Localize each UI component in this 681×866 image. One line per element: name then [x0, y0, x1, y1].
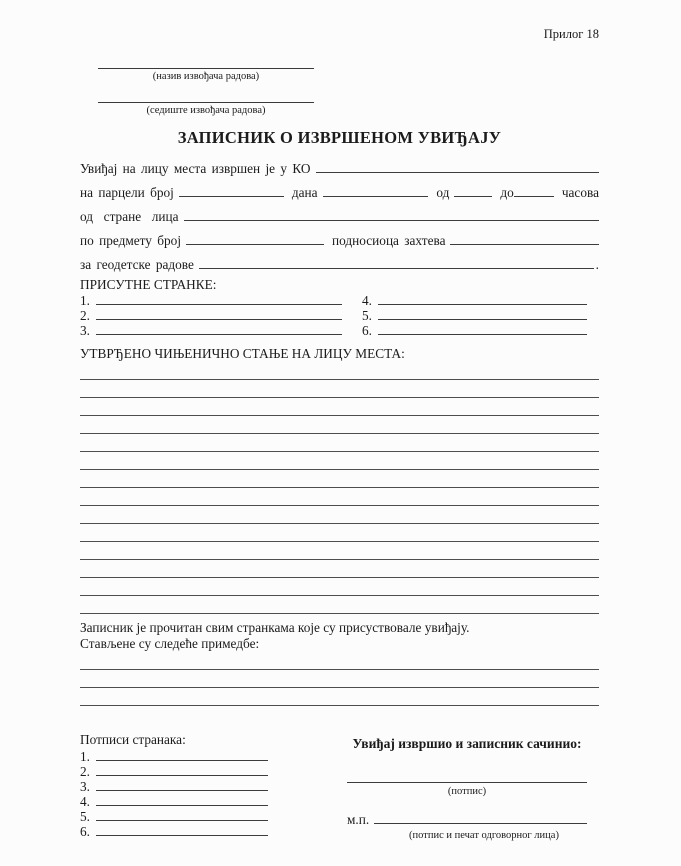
ruled-line	[80, 506, 599, 524]
party-signatures-heading: Потписи странака:	[80, 732, 186, 747]
party-row	[80, 293, 342, 308]
present-parties-section	[80, 293, 599, 338]
contractor-name-blank	[98, 54, 314, 69]
party-name-blank	[96, 319, 342, 320]
case-number-blank	[186, 244, 324, 245]
contractor-seat-blank	[98, 88, 314, 103]
party-name-blank	[378, 334, 587, 335]
present-parties-heading: ПРИСУТНЕ СТРАНКЕ:	[80, 277, 217, 292]
ruled-line	[80, 688, 599, 706]
date-label: дана	[291, 185, 318, 200]
parties-right-column	[362, 293, 587, 338]
parties-left-column	[80, 293, 342, 338]
applicant-label: подносиоца захтева	[332, 233, 446, 248]
remarks-write-in-area	[80, 652, 599, 706]
performed-by-blank	[184, 220, 599, 221]
contractor-seat-block	[98, 88, 314, 117]
ruled-line	[80, 542, 599, 560]
party-signature-blank	[96, 775, 268, 776]
ruled-line	[80, 524, 599, 542]
ruled-line	[80, 434, 599, 452]
ruled-line	[80, 470, 599, 488]
ruled-line	[80, 652, 599, 670]
geodetic-works-blank	[199, 268, 594, 269]
party-number: 4.	[362, 293, 372, 308]
ruled-line	[80, 362, 599, 380]
party-signature-row	[80, 809, 268, 824]
officer-heading: Увиђај извршио и записник сачинио:	[352, 736, 582, 751]
party-row	[80, 308, 342, 323]
page-title: ЗАПИСНИК О ИЗВРШЕНОМ УВИЂАЈУ	[177, 128, 502, 147]
case-number-label: по предмету број	[80, 233, 182, 248]
intro-line-3	[80, 205, 599, 229]
party-signature-row	[80, 779, 268, 794]
party-signature-blank	[96, 820, 268, 821]
party-name-blank	[96, 334, 342, 335]
party-name-blank	[378, 304, 587, 305]
contractor-name-block	[98, 54, 314, 83]
party-row	[362, 323, 587, 338]
party-signature-row	[80, 764, 268, 779]
party-row	[362, 293, 587, 308]
facts-heading: УТВРЂЕНО ЧИЊЕНИЧНО СТАЊЕ НА ЛИЦУ МЕСТА:	[80, 346, 405, 361]
ruled-line	[80, 578, 599, 596]
intro-section	[80, 157, 599, 277]
signature-number: 6.	[80, 824, 90, 839]
stamp-signature-blank	[374, 823, 587, 824]
party-name-blank	[378, 319, 587, 320]
sentence-period: .	[595, 257, 599, 272]
party-signature-blank	[96, 835, 268, 836]
parcel-number-label: на парцели број	[80, 185, 174, 200]
closing-section	[80, 620, 599, 652]
stamp-label: м.п.	[347, 812, 370, 827]
from-label: од	[436, 185, 450, 200]
contractor-name-caption: (назив извођача радова)	[152, 71, 260, 82]
signature-number: 2.	[80, 764, 90, 779]
ruled-line	[80, 398, 599, 416]
ruled-line	[80, 488, 599, 506]
ruled-line	[80, 560, 599, 578]
applicant-blank	[450, 244, 599, 245]
party-signature-blank	[96, 760, 268, 761]
stamp-row	[347, 812, 587, 827]
officer-signature-caption: (потпис и печат одговорног лица)	[409, 830, 559, 841]
party-signature-row	[80, 824, 268, 839]
appendix-label: Прилог 18	[543, 27, 599, 41]
party-signatures-block	[80, 732, 268, 842]
performed-by-label: од стране лица	[80, 209, 179, 224]
to-time-blank	[514, 196, 554, 197]
intro-line-2	[80, 181, 599, 205]
party-number: 2.	[80, 308, 90, 323]
hours-label: часова	[561, 185, 599, 200]
date-blank	[323, 196, 429, 197]
intro-line-5	[80, 253, 599, 277]
party-row	[362, 308, 587, 323]
party-signature-row	[80, 749, 268, 764]
party-number: 6.	[362, 323, 372, 338]
party-name-blank	[96, 304, 342, 305]
ruled-line	[80, 452, 599, 470]
ruled-line	[80, 416, 599, 434]
party-number: 3.	[80, 323, 90, 338]
ruled-line	[80, 380, 599, 398]
to-label: до	[500, 185, 514, 200]
signature-number: 1.	[80, 749, 90, 764]
party-number: 1.	[80, 293, 90, 308]
party-number: 5.	[362, 308, 372, 323]
signature-number: 4.	[80, 794, 90, 809]
contractor-seat-caption: (седиште извођача радова)	[146, 105, 266, 116]
party-signature-blank	[96, 790, 268, 791]
signatures-section	[80, 732, 599, 842]
remarks-label: Стављене су следеће примедбе:	[80, 636, 260, 651]
party-row	[80, 323, 342, 338]
officer-signature-blank	[347, 782, 587, 783]
closing-statement: Записник је прочитан свим странкама које су присуствовале увиђају.	[80, 620, 470, 635]
signature-number: 5.	[80, 809, 90, 824]
parcel-number-blank	[179, 196, 284, 197]
inspection-location-label: Увиђај на лицу места извршен је у КО	[80, 161, 311, 176]
party-signature-row	[80, 794, 268, 809]
party-signature-blank	[96, 805, 268, 806]
facts-write-in-area	[80, 362, 599, 614]
ruled-line	[80, 596, 599, 614]
intro-line-4	[80, 229, 599, 253]
ruled-line	[80, 670, 599, 688]
geodetic-works-label: за геодетске радове	[80, 257, 194, 272]
intro-line-1	[80, 157, 599, 181]
signature-caption: (потпис)	[447, 786, 487, 797]
signature-number: 3.	[80, 779, 90, 794]
officer-signature-block	[347, 732, 587, 842]
from-time-blank	[454, 196, 492, 197]
cadastral-municipality-blank	[316, 172, 600, 173]
